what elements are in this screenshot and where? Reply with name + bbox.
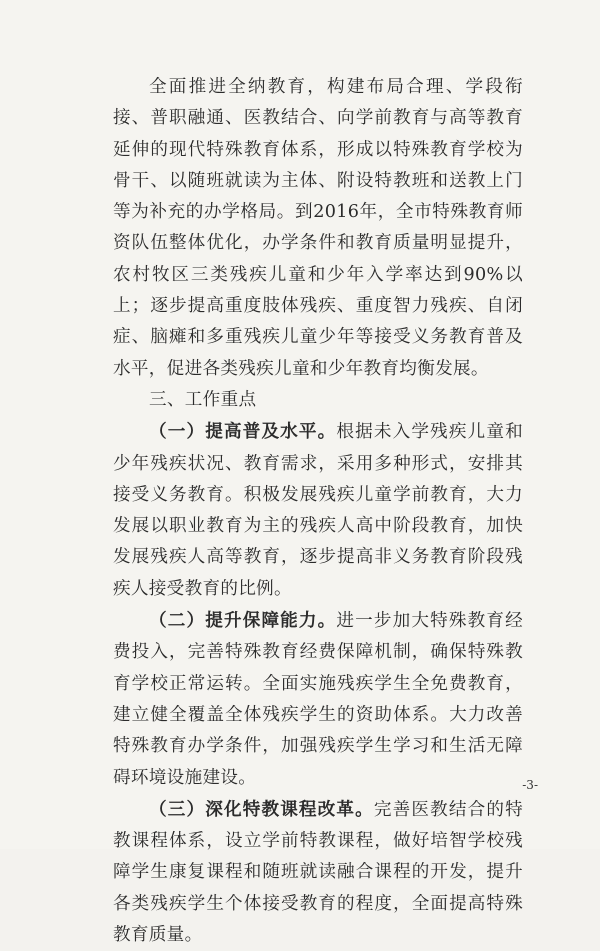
- item-guarantee: [113, 605, 523, 794]
- item-guarantee-body: 进一步加大特殊教育经费投入，完善特殊教育经费保障机制，确保特殊教育学校正常运转。全面实施残疾学生全免费教育，建立健全覆盖全体残疾学生的资助体系。大力改善特殊教育办学条件，加强残疾学生学习和生活无障碍环境设施建设。: [113, 611, 523, 788]
- body-text: [113, 72, 523, 951]
- section-heading: 三、工作重点: [149, 389, 257, 410]
- item-curriculum: [113, 794, 523, 951]
- page-number: -3-: [522, 778, 538, 792]
- item-curriculum-body: 完善医教结合的特教课程体系，设立学前特教课程，做好培智学校残障学生康复课程和随班就读融合课程的开发，提升各类残疾学生个体接受教育的程度，全面提高特殊教育质量。: [113, 799, 523, 946]
- item-popularization-title: （一）提高普及水平。: [149, 421, 337, 443]
- paragraph-overall-goal: 全面推进全纳教育，构建布局合理、学段衔接、普职融通、医教结合、向学前教育与高等教育延伸的现代特殊教育体系，形成以特殊教育学校为骨干、以随班就读为主体、附设特教班和送教上门等为补充的办学格局。到2016年，全市特殊教育师资队伍整体优化，办学条件和教育质量明显提升，农村牧区三类残疾儿童和少年入学率达到90%以上；逐步提高重度肢体残疾、重度智力残疾、自闭症、脑瘫和多重残疾儿童少年等接受义务教育普及水平，促进各类残疾儿童和少年教育均衡发展。: [113, 77, 523, 379]
- item-guarantee-title: （二）提升保障能力。: [149, 610, 337, 632]
- item-popularization-body: 根据未入学残疾儿童和少年残疾状况、教育需求，采用多种形式，安排其接受义务教育。积极发展残疾儿童学前教育，大力发展以职业教育为主的残疾人高中阶段教育，加快发展残疾人高等教育，逐步提高非义务教育阶段残疾人接受教育的比例。: [113, 422, 523, 599]
- item-curriculum-title: （三）深化特教课程改革。: [149, 798, 374, 820]
- item-popularization: [113, 416, 523, 605]
